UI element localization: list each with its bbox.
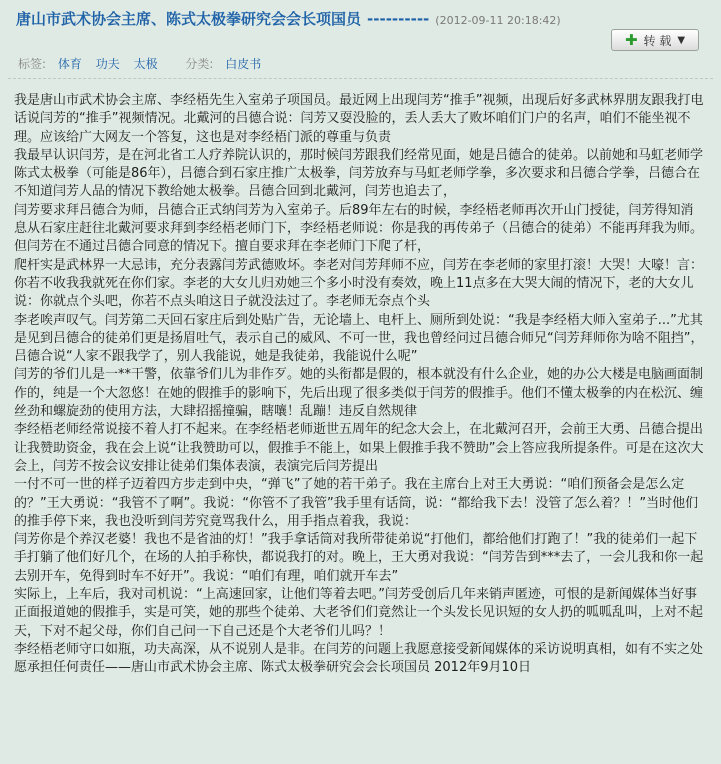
paragraph: 李老唉声叹气。闫芳第二天回石家庄后到处贴广告，无论墙上、电杆上、厕所到处说：“我是李经梧大师入室弟子...”尤其是见到吕德合的徒弟们更是扬眉吐气，表示自己的威风、不可一世，我也曾经问过吕德合师兄“闫芳拜师你为啥不阻挡”，吕德合说“人家不跟我学了，别人我能说，她是我徒弟，我能说什么呢”: [14, 312, 704, 365]
post-timestamp: (2012-09-11 20:18:42): [435, 14, 561, 27]
paragraph: 闫芳的爷们儿是一**干警，依靠爷们儿为非作歹。她的头衔都是假的，根本就没有什么企业，她的办公大楼是电脑画面制作的，纯是一个大忽悠！在她的假推手的影响下，先后出现了很多类似于闫芳的假推手。他们不懂太极拳的内在松沉、缠丝劲和螺旋劲的使用方法，大肆招摇撞骗，瞎嚷！乱蹦！违反自然规律: [14, 367, 704, 420]
divider: [8, 78, 713, 79]
paragraph: 我是唐山市武术协会主席、李经梧先生入室弟子项国员。最近网上出现闫芳“推手”视频，出现后好多武林界朋友跟我打电话说闫芳的“推手”视频情况。北戴河的吕德合说：闫芳又耍没脸的，丢人丢大了败坏咱们门户的名声，咱们不能坐视不理。应该给广大网友一个答复，这也是对李经梧门派的尊重与负责: [14, 93, 704, 145]
paragraph: 李经梧老师经常说接不着人打不起来。在李经梧老师逝世五周年的纪念大会上，在北戴河召开，会前王大勇、吕德合提出让我赞助资金，我在会上说“让我赞助可以，假推手不能上，如果上假推手我不赞助”会上答应我所提条件。可是在这次大会上，闫芳不按会议安排让徒弟们集体表演，表演完后闫芳提出: [14, 422, 704, 474]
tag-bar: [18, 55, 271, 72]
caret-down-icon: ▼: [677, 34, 686, 46]
repost-button[interactable]: [611, 29, 699, 51]
category-label: 分类:: [185, 57, 214, 71]
paragraph: 闫芳要求拜吕德合为师，吕德合正式纳闫芳为入室弟子。后89年左右的时候，李经梧老师再次开山门授徒，闫芳得知消息从石家庄赶往北戴河要求拜到李经梧老师门下，李经梧老师说：你是我的再传弟子（吕德合的徒弟）不能再拜我为师。但闫芳在不通过吕德合同意的情况下。擅自要求拜在李老师门下爬了杆，: [14, 202, 704, 255]
paragraph: 闫芳你是个养汉老婆！我也不是省油的灯！”我手拿话筒对我所带徒弟说“打他们，都给他们打跑了！”我的徒弟们一起下手打躺了他们好几个，在场的人拍手称快，都说我打的对。晚上，王大勇对我说：“闫芳告到***去了，一会儿我和你一起去别开车，免得到时车不好开”。我说：“咱们有理，咱们就开车去”: [14, 532, 704, 584]
tag-link[interactable]: 体育: [57, 57, 82, 71]
title-dashes: ----------: [367, 10, 430, 28]
tag-link[interactable]: 太极: [133, 57, 158, 71]
paragraph: 一付不可一世的样子迈着四方步走到中央，“弹飞”了她的若干弟子。我在主席台上对王大勇说：“咱们预备会是怎么定的？”王大勇说：“我管不了啊”。我说：“你管不了我管”我手里有话筒，说：“都给我下去！没管了怎么着？！”当时他们的推手停下来，我也没听到闫芳究竟骂我什么，用手指点着我，我说：: [14, 477, 699, 529]
post-body: [14, 92, 706, 678]
repost-label: 转 载: [643, 33, 672, 48]
category-link[interactable]: 白皮书: [225, 57, 262, 71]
paragraph: 爬杆实是武林界一大忌讳，充分表露闫芳武德败坏。李老对闫芳拜师不应，闫芳在李老师的家里打滚！大哭！大嚎！言：你若不收我我就死在你们家。李老的大女儿归劝她三个多小时没有奏效，晚上11点多在大哭大闹的情况下，老的大女儿说：你就点个头吧，你若不点头咱这日子就没法过了。李老师无奈点个头: [14, 257, 704, 310]
paragraph: 李经梧老师守口如瓶，功夫高深，从不说别人是非。在闫芳的问题上我愿意接受新闻媒体的采访说明真相，如有不实之处愿承担任何责任——唐山市武术协会主席、陈式太极拳研究会会长项国员 2012年9月10日: [14, 641, 704, 676]
tag-link[interactable]: 功夫: [95, 57, 120, 71]
paragraph: 实际上，上车后，我对司机说：“上高速回家，让他们等着去吧。”闫芳受创后几年来销声匿迹，可恨的是新闻媒体当好事正面报道她的假推手，实是可笑，她的那些个徒弟、大老爷们们竟然让一个头发长见识短的女人扔的呱呱乱叫，上对不起天，下对不起父母，你们自己问一下自己还是个大老爷们儿吗？！: [14, 587, 704, 639]
post-title: 唐山市武术协会主席、陈式太极拳研究会会长项国员: [16, 10, 362, 28]
paragraph: 我最早认识闫芳，是在河北省工人疗养院认识的，那时候闫芳跟我们经常见面，她是吕德合的徒弟。以前她和马虹老师学陈式太极拳（可能是86年），吕德合到石家庄推广太极拳，闫芳放弃与马虹老师学拳，多次要求和吕德合学拳，吕德合在不知道闫芳人品的情况下教给她太极拳。吕德合回到北戴河，闫芳也追去了，: [14, 147, 704, 200]
post-header: [16, 8, 706, 32]
tags-label: 标签:: [18, 57, 47, 71]
plus-icon: ✚: [624, 30, 638, 49]
